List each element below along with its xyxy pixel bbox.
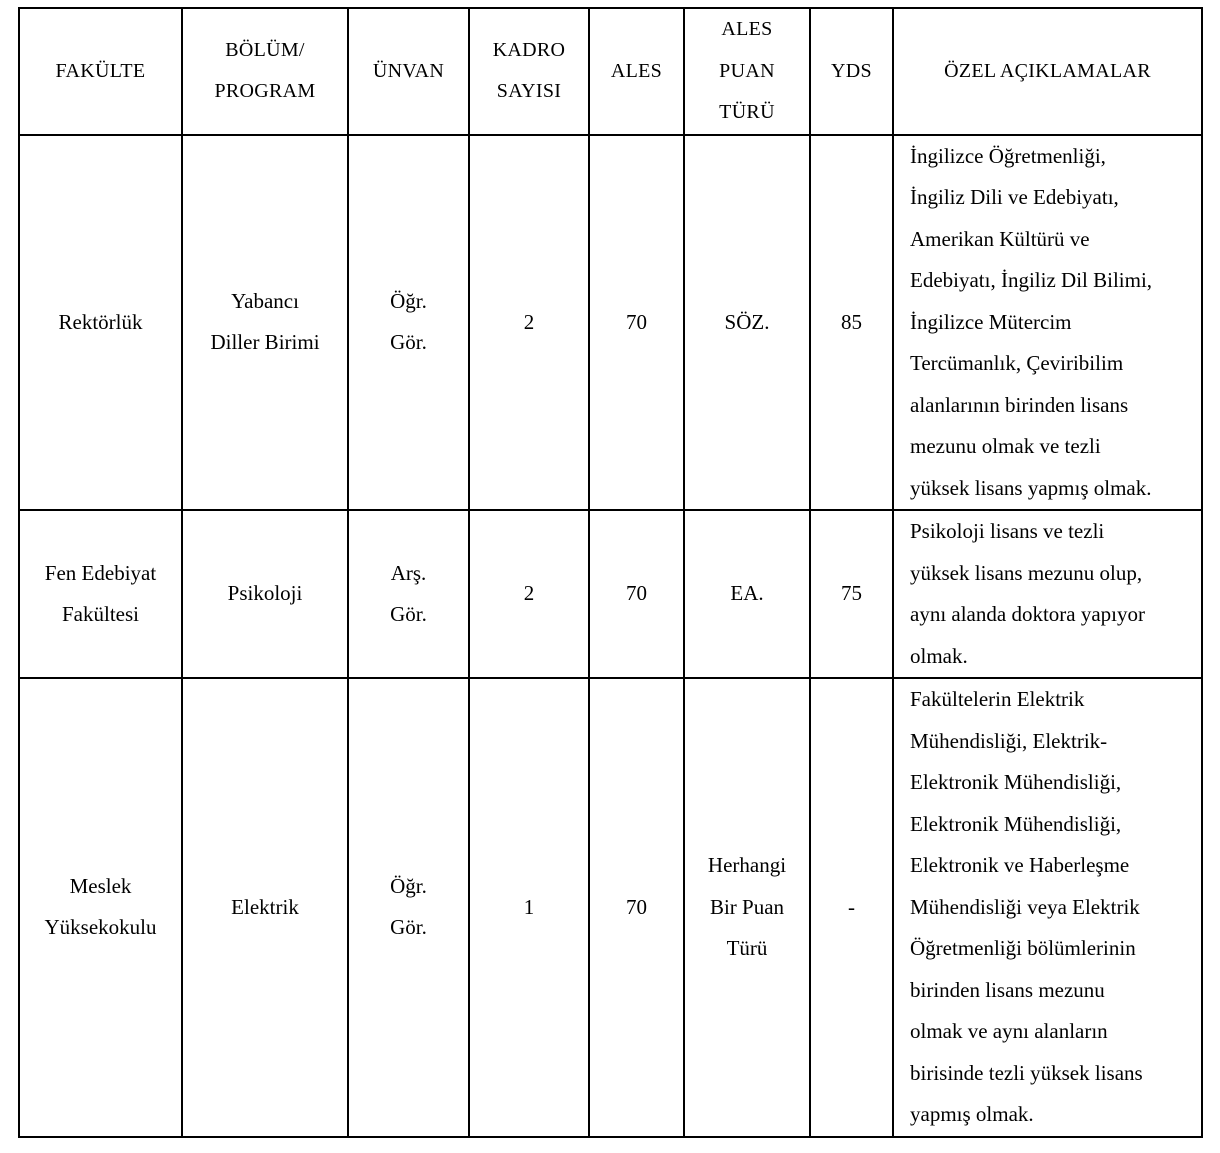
- cell-yds: 75: [810, 510, 893, 678]
- cell-ales: 70: [589, 135, 684, 511]
- header-ales: ALES: [589, 8, 684, 135]
- cell-yds: -: [810, 678, 893, 1137]
- header-ales-puan-turu: ALES PUAN TÜRÜ: [684, 8, 810, 135]
- cell-ozel-aciklamalar: Psikoloji lisans ve tezli yüksek lisans mezunu olup, aynı alanda doktora yapıyor olmak.: [893, 510, 1202, 678]
- cell-ales: 70: [589, 678, 684, 1137]
- cell-bolum: Psikoloji: [182, 510, 348, 678]
- header-kadro-sayisi: KADRO SAYISI: [469, 8, 589, 135]
- cell-bolum: Elektrik: [182, 678, 348, 1137]
- header-yds: YDS: [810, 8, 893, 135]
- cell-ozel-aciklamalar: Fakültelerin Elektrik Mühendisliği, Elektrik- Elektronik Mühendisliği, Elektronik Mühendisliği, Elektronik ve Haberleşme Mühendisliği veya Elektrik Öğretmenliği bölümlerinin birinden lisans mezunu olmak ve aynı alanların birisinde tezli yüksek lisans yapmış olmak.: [893, 678, 1202, 1137]
- staff-positions-table: [18, 7, 1203, 1138]
- table-row: [19, 510, 1202, 678]
- header-unvan: ÜNVAN: [348, 8, 469, 135]
- cell-ozel-aciklamalar: İngilizce Öğretmenliği, İngiliz Dili ve Edebiyatı, Amerikan Kültürü ve Edebiyatı, İngiliz Dil Bilimi, İngilizce Mütercim Tercümanlık, Çeviribilim alanlarının birinden lisans mezunu olmak ve tezli yüksek lisans yapmış olmak.: [893, 135, 1202, 511]
- table-row: [19, 135, 1202, 511]
- cell-kadro-sayisi: 1: [469, 678, 589, 1137]
- cell-bolum: Yabancı Diller Birimi: [182, 135, 348, 511]
- cell-unvan: Öğr. Gör.: [348, 678, 469, 1137]
- cell-puan-turu: Herhangi Bir Puan Türü: [684, 678, 810, 1137]
- cell-yds: 85: [810, 135, 893, 511]
- cell-fakulte: Fen Edebiyat Fakültesi: [19, 510, 182, 678]
- table-row: [19, 678, 1202, 1137]
- header-bolum: BÖLÜM/ PROGRAM: [182, 8, 348, 135]
- cell-unvan: Öğr. Gör.: [348, 135, 469, 511]
- header-fakulte: FAKÜLTE: [19, 8, 182, 135]
- cell-fakulte: Meslek Yüksekokulu: [19, 678, 182, 1137]
- header-ozel-aciklamalar: ÖZEL AÇIKLAMALAR: [893, 8, 1202, 135]
- cell-unvan: Arş. Gör.: [348, 510, 469, 678]
- cell-puan-turu: SÖZ.: [684, 135, 810, 511]
- cell-fakulte: Rektörlük: [19, 135, 182, 511]
- cell-puan-turu: EA.: [684, 510, 810, 678]
- table-header-row: [19, 8, 1202, 135]
- cell-kadro-sayisi: 2: [469, 135, 589, 511]
- cell-ales: 70: [589, 510, 684, 678]
- cell-kadro-sayisi: 2: [469, 510, 589, 678]
